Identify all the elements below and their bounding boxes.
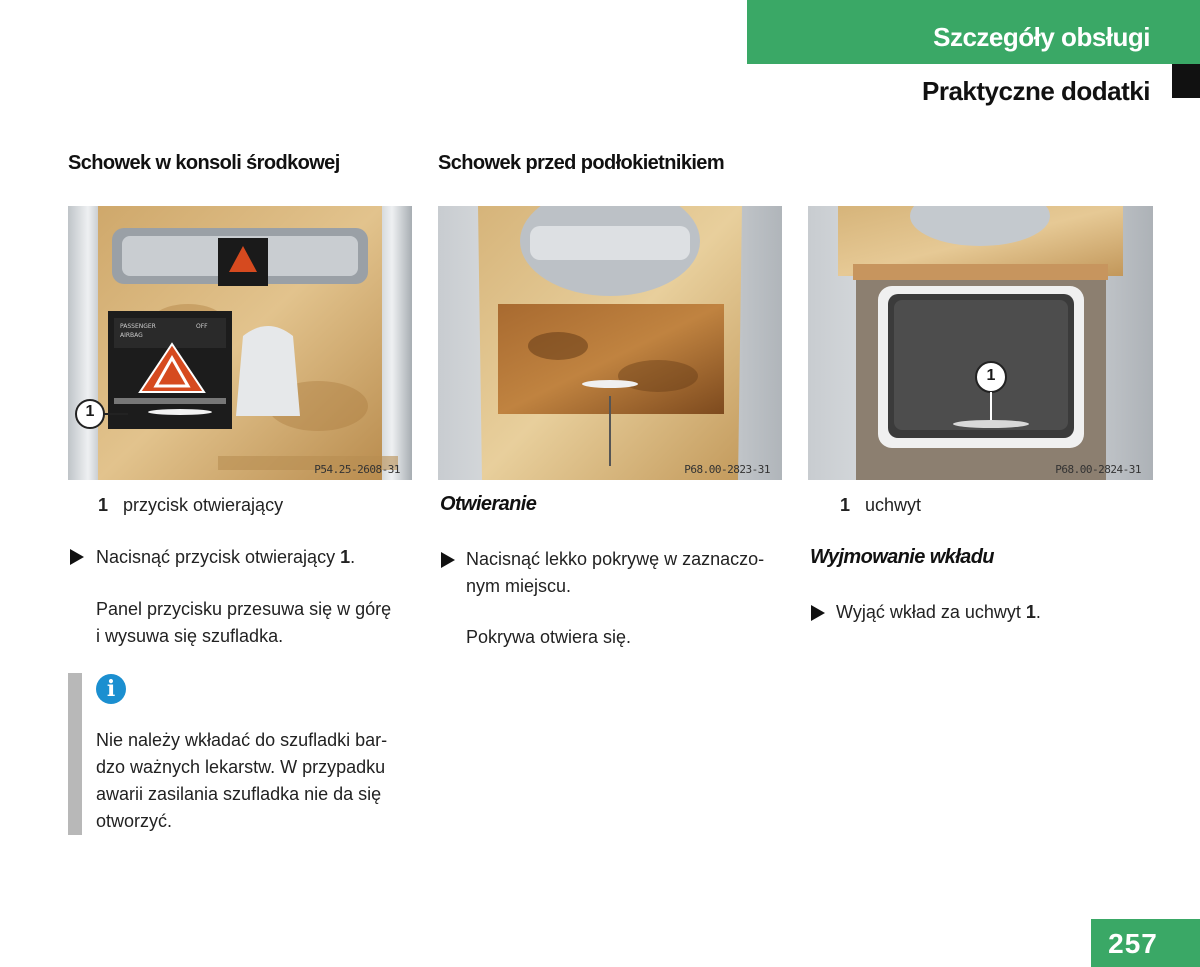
note-line: otworzyć.	[96, 811, 173, 831]
legend-text: uchwyt	[865, 495, 922, 515]
legend-item	[840, 492, 921, 519]
result-line: i wysuwa się szufladka.	[96, 626, 284, 646]
step-end: .	[1035, 602, 1041, 622]
svg-text:OFF: OFF	[196, 323, 208, 330]
instruction-step	[96, 544, 355, 571]
photo-code: P68.00-2823-31	[684, 463, 770, 476]
photo-callout-1: 1	[85, 403, 95, 420]
center-console-photo	[68, 206, 412, 480]
opening-subheading: Otwieranie	[440, 493, 537, 515]
middle-column-heading: Schowek przed podłokietnikiem	[438, 152, 724, 174]
chapter-marker	[1172, 64, 1200, 98]
step-line: nym miejscu.	[466, 576, 572, 596]
photo-code: P68.00-2824-31	[1055, 463, 1141, 476]
step-end: .	[350, 547, 356, 567]
bullet-arrow-icon	[441, 552, 455, 568]
note-line: Nie należy wkładać do szufladki bar-	[96, 730, 388, 750]
bullet-arrow-icon	[70, 549, 84, 565]
step-text: Wyjąć wkład za uchwyt	[836, 602, 1026, 622]
storage-insert-illustration	[808, 206, 1153, 480]
step-reference: 1	[340, 547, 351, 567]
legend-item	[98, 492, 283, 519]
note-bar	[68, 673, 82, 835]
info-icon: i	[96, 674, 126, 704]
page-number: 257	[1108, 928, 1158, 959]
step-reference: 1	[1025, 602, 1036, 622]
instruction-step	[836, 599, 1041, 626]
step-text: Nacisnąć przycisk otwierający	[96, 547, 341, 567]
step-result: Pokrywa otwiera się.	[466, 627, 632, 647]
note-line: dzo ważnych lekarstw. W przypadku	[96, 757, 386, 777]
legend-number: 1	[840, 495, 851, 515]
step-line: Nacisnąć lekko pokrywę w zaznaczo-	[466, 549, 765, 569]
section-title: Szczegóły obsługi	[933, 22, 1150, 52]
bullet-arrow-icon	[811, 605, 825, 621]
legend-number: 1	[98, 495, 109, 515]
instruction-step	[466, 546, 764, 600]
subsection-title: Praktyczne dodatki	[922, 76, 1150, 106]
legend-text: przycisk otwierający	[123, 495, 284, 515]
armrest-cover-photo	[438, 206, 782, 480]
center-console-illustration	[68, 206, 412, 480]
armrest-cover-illustration	[438, 206, 782, 480]
photo-callout-1: 1	[986, 367, 996, 384]
info-note	[96, 727, 387, 835]
note-line: awarii zasilania szufladka nie da się	[96, 784, 382, 804]
storage-insert-photo	[808, 206, 1153, 480]
svg-text:AIRBAG: AIRBAG	[120, 332, 143, 339]
photo-code: P54.25-2608-31	[314, 463, 400, 476]
svg-text:PASSENGER: PASSENGER	[120, 323, 156, 330]
removal-subheading: Wyjmowanie wkładu	[810, 546, 994, 568]
left-column-heading: Schowek w konsoli środkowej	[68, 152, 340, 174]
result-line: Panel przycisku przesuwa się w górę	[96, 599, 392, 619]
step-result	[96, 596, 391, 650]
